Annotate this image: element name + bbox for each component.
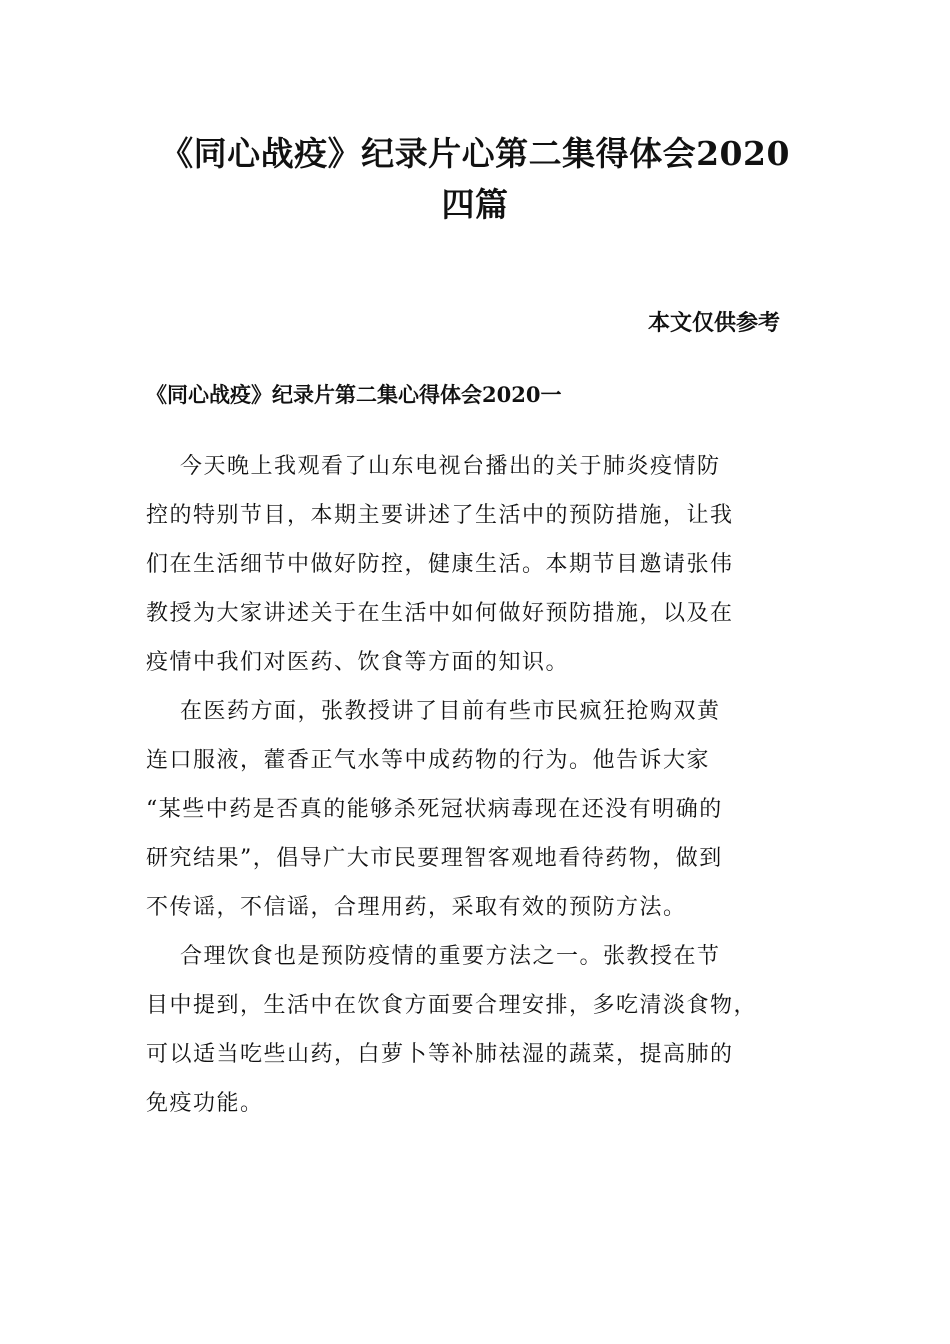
text-line: 免疫功能。 xyxy=(146,1091,264,1116)
text-line: 目中提到，生活中在饮食方面要合理安排，多吃清淡食物， xyxy=(146,993,758,1018)
document-body xyxy=(146,442,796,1128)
reference-note: 本文仅供参考 xyxy=(647,310,780,336)
text-line: “某些中药是否真的能够杀死冠状病毒现在还没有明确的 xyxy=(146,797,723,822)
text-line: 教授为大家讲述关于在生活中如何做好预防措施，以及在 xyxy=(146,601,734,626)
text-line: 研究结果”，倡导广大市民要理智客观地看待药物，做到 xyxy=(146,846,723,871)
document-title xyxy=(100,128,850,230)
text-line: 不传谣，不信谣，合理用药，采取有效的预防方法。 xyxy=(146,895,687,920)
text-line: 今天晚上我观看了山东电视台播出的关于肺炎疫情防 xyxy=(180,454,721,479)
text-line: 在医药方面，张教授讲了目前有些市民疯狂抢购双黄 xyxy=(180,699,721,724)
section-heading: 《同心战疫》纪录片第二集心得体会2020一 xyxy=(146,382,562,407)
paragraph-1 xyxy=(146,442,796,687)
title-line-1: 《同心战疫》纪录片心第二集得体会2020 xyxy=(160,134,790,173)
text-line: 连口服液，藿香正气水等中成药物的行为。他告诉大家 xyxy=(146,748,711,773)
paragraph-3 xyxy=(146,932,796,1128)
text-line: 控的特别节目，本期主要讲述了生活中的预防措施，让我 xyxy=(146,503,734,528)
text-line: 可以适当吃些山药，白萝卜等补肺祛湿的蔬菜，提高肺的 xyxy=(146,1042,734,1067)
text-line: 合理饮食也是预防疫情的重要方法之一。张教授在节 xyxy=(180,944,721,969)
paragraph-2 xyxy=(146,687,796,932)
text-line: 疫情中我们对医药、饮食等方面的知识。 xyxy=(146,650,570,675)
title-line-2: 四篇 xyxy=(441,185,509,224)
text-line: 们在生活细节中做好防控，健康生活。本期节目邀请张伟 xyxy=(146,552,734,577)
